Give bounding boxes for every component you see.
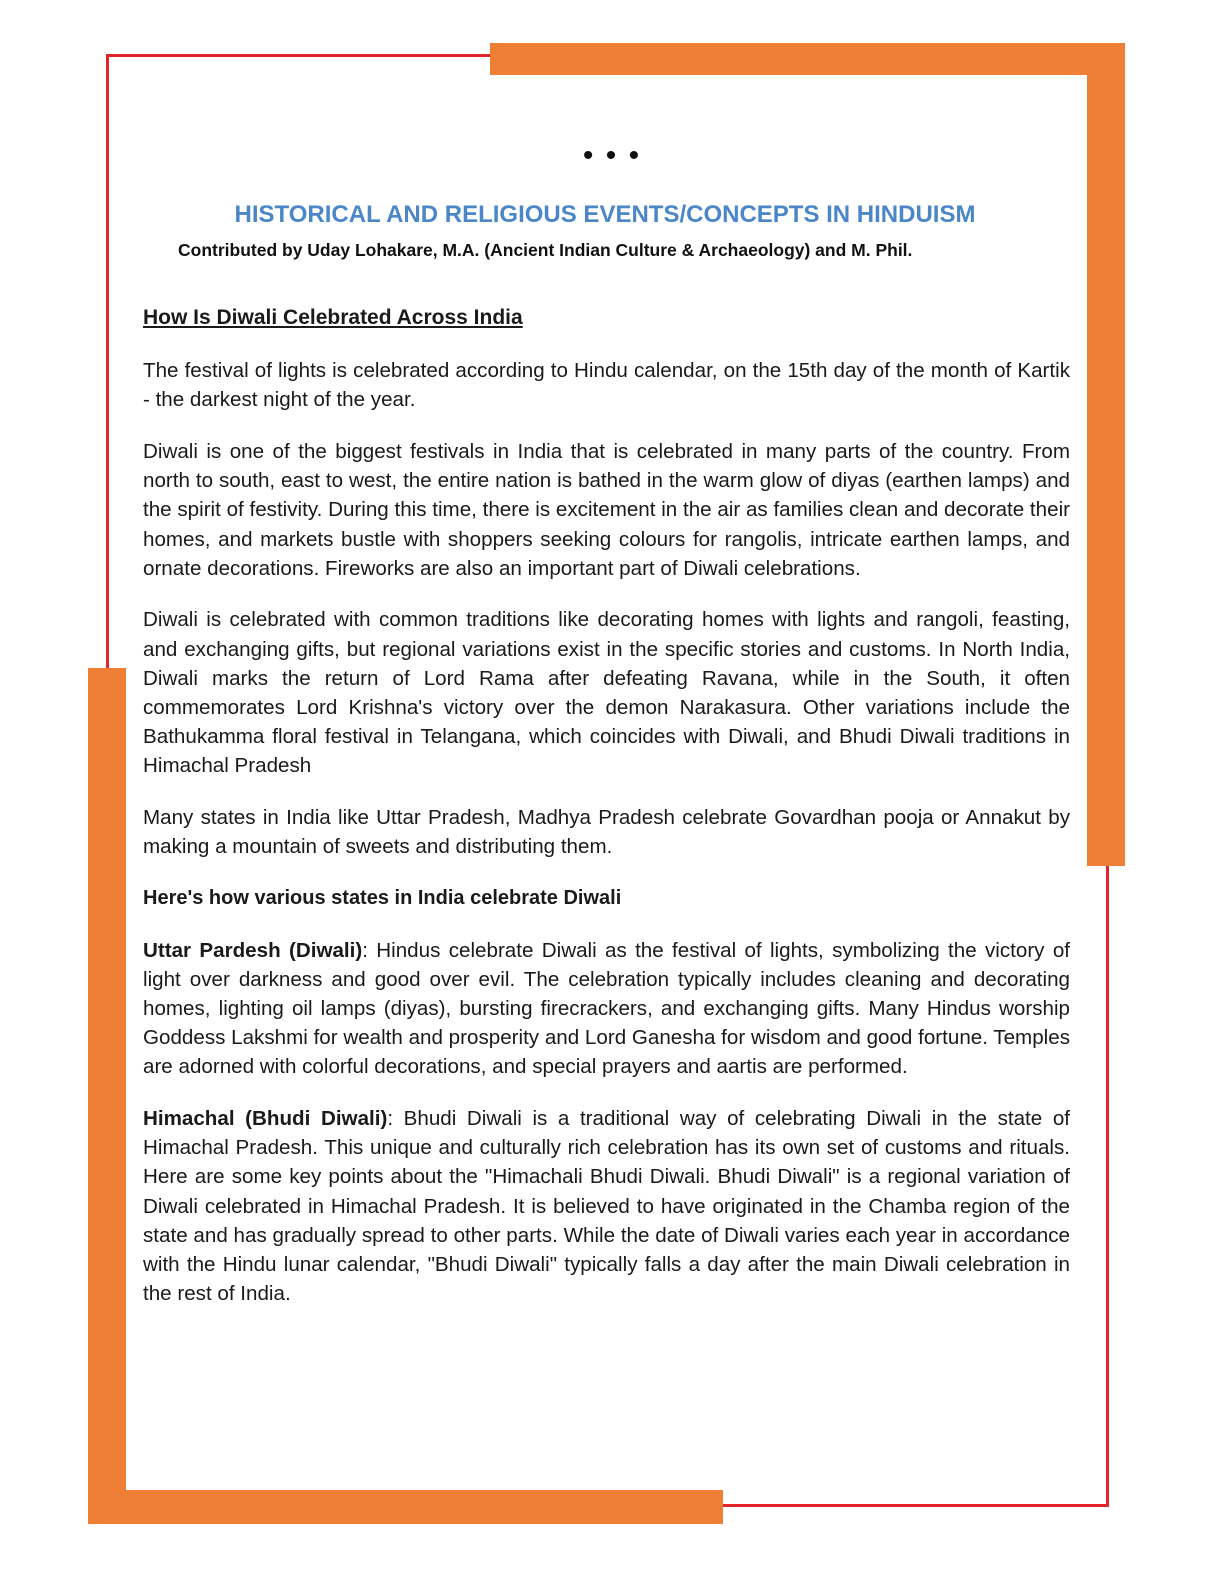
- state-label: Uttar Pardesh (Diwali): [143, 938, 363, 962]
- paragraph-govardhan: Many states in India like Uttar Pradesh, Madhya Pradesh celebrate Govardhan pooja or Annakut by making a mountain of sweets and distributing them.: [143, 806, 1070, 859]
- paragraph-traditions: Diwali is celebrated with common traditions like decorating homes with lights and rangoli, feasting, and exchanging gifts, but regional variations exist in the specific stories and customs. In North India, Diwali marks the return of Lord Rama after defeating Ravana, while in the South, it often commemorates Lord Krishna's victory over the demon Narakasura. Other variations include the Bathukamma floral festival in Telangana, which coincides with Diwali, and Bhudi Diwali traditions in Himachal Pradesh: [143, 608, 1070, 778]
- page-title: HISTORICAL AND RELIGIOUS EVENTS/CONCEPTS IN HINDUISM: [234, 201, 976, 228]
- article-heading: How Is Diwali Celebrated Across India: [143, 306, 523, 329]
- contributor-line: Contributed by Uday Lohakare, M.A. (Ancient Indian Culture & Archaeology) and M. Phil.: [178, 240, 913, 260]
- paragraph-intro: The festival of lights is celebrated according to Hindu calendar, on the 15th day of the month of Kartik - the darkest night of the year.: [143, 359, 1070, 412]
- state-text: : Bhudi Diwali is a traditional way of celebrating Diwali in the state of Himachal Pradesh. This unique and culturally rich celebration has its own set of customs and rituals. Here are some key points about the "Himachali Bhudi Diwali. Bhudi Diwali" is a regional variation of Diwali celebrated in Himachal Pradesh. It is believed to have originated in the Chamba region of the state and has gradually spread to other parts. While the date of Diwali varies each year in accordance with the Hindu lunar calendar, "Bhudi Diwali" typically falls a day after the main Diwali celebration in the rest of India.: [143, 1107, 1070, 1306]
- frame-orange-left: [88, 668, 126, 1524]
- state-himachal: [143, 1104, 1070, 1308]
- frame-red-top: [106, 54, 492, 57]
- state-text: : Hindus celebrate Diwali as the festival of lights, symbolizing the victory of light over darkness and good over evil. The celebration typically includes cleaning and decorating homes, lighting oil lamps (diyas), bursting firecrackers, and exchanging gifts. Many Hindus worship Goddess Lakshmi for wealth and prosperity and Lord Ganesha for wisdom and good fortune. Temples are adorned with colorful decorations, and special prayers and aartis are performed.: [143, 938, 1070, 1079]
- frame-orange-bottom: [88, 1490, 723, 1524]
- state-label: Himachal (Bhudi Diwali): [143, 1107, 388, 1131]
- paragraph-overview: Diwali is one of the biggest festivals in India that is celebrated in many parts of the country. From north to south, east to west, the entire nation is bathed in the warm glow of diyas (earthen lamps) and the spirit of festivity. During this time, there is excitement in the air as families clean and decorate their homes, and markets bustle with shoppers seeking colours for rangolis, intricate earthen lamps, and ornate decorations. Fireworks are also an important part of Diwali celebrations.: [143, 439, 1070, 580]
- article-body: [143, 304, 1070, 1331]
- state-uttar-pradesh: [143, 936, 1070, 1082]
- states-subheading: Here's how various states in India celebrate Diwali: [143, 887, 622, 910]
- ornament-dots: • • •: [582, 139, 642, 172]
- frame-red-bottom: [720, 1504, 1109, 1507]
- frame-red-right: [1106, 864, 1109, 1507]
- frame-orange-top: [490, 43, 1125, 75]
